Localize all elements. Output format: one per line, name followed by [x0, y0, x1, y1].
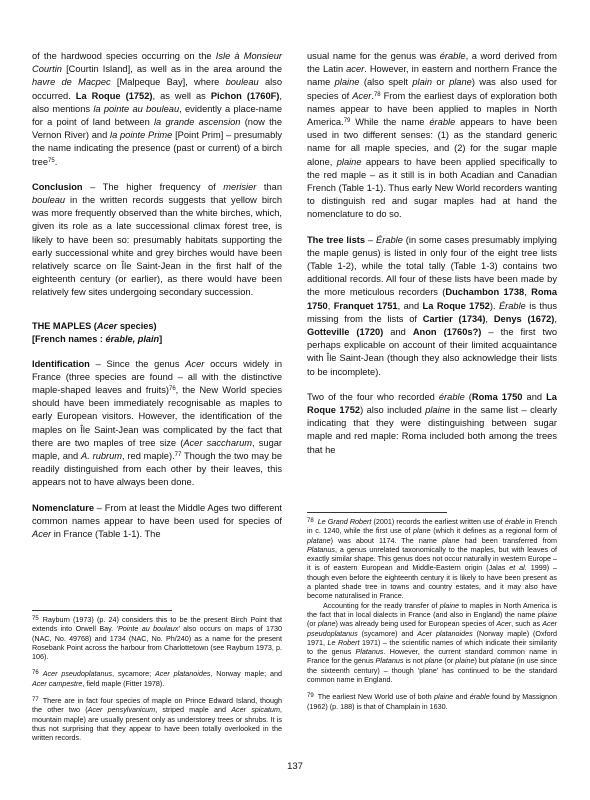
footnote-79: $^{79}$ The earliest New World use of both plaine and érable found by Massignon (1962) (p. 188) is that of Champlain in 1630.	[307, 692, 557, 711]
run-in-heading-tree-lists: The tree lists	[307, 234, 366, 245]
paragraph-tree-lists: The tree lists – Érable (in some cases presumably implying the maple genus) is listed in only four of the eight tree lists (Table 1-2), while the total tally (Table 1-3) contains two additional records. All four of these lists have been made by the more meticulous recorders (Duchambon 1738, Roma 1750, Franquet 1751, and La Roque 1752). Érable is thus missing from the lists of Cartier (1734), Denys (1672), Gotteville (1720) and Anon (1760s?) – the first two perhaps explicable on account of their limited acquaintance with Île Saint-Jean (though they also acknowledge their lists to be incomplete).	[307, 234, 558, 377]
footnote-ref-77: 77	[174, 452, 182, 459]
paragraph-nomenclature: Nomenclature – From at least the Middle Ages two different common names appear to have been used for species of Acer in France (Table 1-1). The	[32, 502, 282, 540]
run-in-heading-identification: Identification	[32, 358, 90, 369]
left-column	[32, 50, 282, 541]
paragraph-conclusion: Conclusion – The higher frequency of merisier than bouleau in the written records suggests that yellow birch was more frequently observed than the white birches, which, given its role as a late successional climax forest tree, is likely to have been so: presumably habitats supporting the early successional white and grey birches would have been relatively scarce on Île Saint-Jean in the first half of the eighteenth century (or earlier), as there would have been relatively few sites undergoing secondary succession.	[32, 181, 282, 298]
run-in-heading-conclusion: Conclusion	[32, 181, 83, 192]
right-column	[307, 50, 557, 457]
section-heading-maples: THE MAPLES (Acer species) [French names : érable, plain]	[32, 320, 163, 344]
footnote-77: $^{77}$ There are in fact four species of maple on Prince Edward Island, though the other two (Acer pensylvanicum, striped maple and Acer spicatum, mountain maple) are usually present only as understorey trees or shrubs. It is thus not surprising that they appear to have been totally overlooked in the written records.	[32, 696, 282, 743]
footnote-76: $^{76}$ Acer pseudoplatanus, sycamore; Acer platanoides, Norway maple; and Acer campestre, field maple (Fitter 1978).	[32, 669, 282, 688]
paragraph-identification: Identification – Since the genus Acer occurs widely in France (three species are found – all with the distinctive maple-shaped leaves and fruits)$^{76}$, the New World species should have been immediately recognisable as maples to early European visitors. However, the identification of the maples on Île Saint-Jean was complicated by the fact that there are two maples of tree size (Acer saccharum, sugar maple, and A. rubrum, red maple).$^{77}$ Though the two may be readily distinguished from each other by their leaves, this appears not to have always been done.	[32, 358, 283, 488]
footnote-ref-75: 75	[48, 157, 55, 164]
footnote-divider	[307, 512, 447, 513]
footnote-ref-79: 79	[343, 118, 351, 125]
footnote-ref-78: 78	[373, 91, 381, 98]
run-in-heading-nomenclature: Nomenclature	[32, 502, 94, 513]
footnote-78: $^{78}$ Le Grand Robert (2001) records the earliest written use of érable in French in c. 1240, while the first use of plane (which it defines as a regional form of platane) was about 1174. The name plane had been transferred from Platanus, a genus unrelated taxonomically to the maples, but with leaves of exactly similar shape. This genus does not occur naturally in western Europe – it is of eastern European and Middle-Eastern origin (Jalas et al. 1999) – though even before the eighteenth century it is likely to have been present as a planted shade tree in towns and country estates, and it may also have become naturalised in France.	[307, 517, 557, 601]
footnote-ref-76: 76	[168, 386, 176, 393]
page-number: 137	[287, 761, 303, 772]
paragraph-birch-places: of the hardwood species occurring on the Isle à Monsieur Courtin [Courtin Island], as well as in the area around the havre de Macpec [Malpeque Bay], where bouleau also occurred. La Roque (1752), as well as Pichon (1760F), also mentions la pointe au bouleau, evidently a place-name for a point of land between la grande ascension (now the Vernon River) and la pointe Prime [Point Prim] – presumably the name indicating the presence (past or current) of a birch tree$^{75}$.	[32, 51, 282, 167]
footnote-75: $^{75}$ Rayburn (1973) (p. 24) considers this to be the present Birch Point that extends into Orwell Bay. 'Pointe au boulaux' also occurs on maps of 1730 (NAC, No. 49768) and 1734 (NAC, No. Ph/240) as a name for the present Rosebank Point across the harbour from Charlottetown (see Rayburn 1973, p. 106).	[32, 615, 282, 662]
footnote-divider	[32, 610, 172, 611]
paragraph-names-erable-plaine: usual name for the genus was érable, a word derived from the Latin acer. However, in eastern and northern France the name plaine (also spelt plain or plane) was also used for species of Acer.$^{78}$ From the earliest days of exploration both names appear to have been applied to maples in North America.$^{79}$ While the name érable appears to have been used in two different senses: (1) as the standard generic name for all maple species, and (2) for the sugar maple alone, plaine appears to have been applied specifically to the red maple – as it still is in both Acadian and Canadian French (Table 1-1). Thus early New World recorders wanting to distinguish red and sugar maples had at hand the nomenclature to do so.	[307, 51, 558, 220]
right-footnotes	[307, 512, 557, 711]
paragraph-roma-la-roque: Two of the four who recorded érable (Roma 1750 and La Roque 1752) also included plaine in the same list – clearly indicating that they were distinguishing between sugar maple and red maple: Roma included both among the trees that he	[307, 391, 557, 455]
left-footnotes	[32, 610, 282, 743]
footnote-78-continued: Accounting for the ready transfer of plaine to maples in North America is the fact that in local dialects in France (and also in England) the name plaine (or plane) was already being used for European species of Acer, such as Acer pseudoplatanus (sycamore) and Acer platanoides (Norway maple) (Oxford 1971, Le Robert 1971) – the scientific names of which indicate their similarity to the genus Platanus. However, the current standard common name in France for the genus Platanus is not plane (or plaine) but platane (in use since the sixteenth century) – though 'plane' has continued to be the standard common name in England.	[307, 600, 558, 685]
